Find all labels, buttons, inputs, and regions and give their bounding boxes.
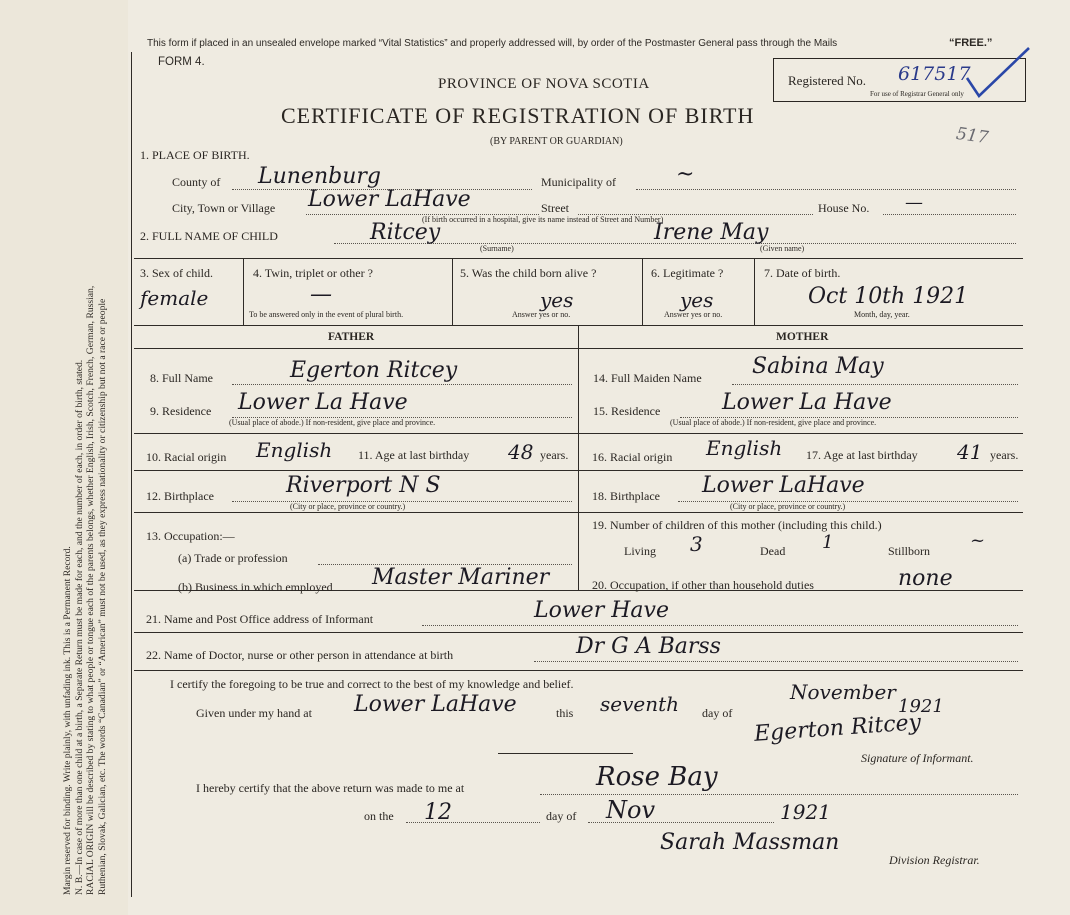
margin-notes — [62, 15, 108, 895]
father-name-label: 8. Full Name — [150, 371, 213, 385]
given-name-note: (Given name) — [760, 244, 805, 253]
mother-birthplace-note: (City or place, province or country.) — [730, 502, 846, 511]
informant-signature: Egerton Ritcey — [753, 710, 922, 747]
date-of-birth-value: Oct 10th 1921 — [808, 284, 969, 309]
father-age-label: 11. Age at last birthday — [358, 448, 470, 462]
twin-label: 4. Twin, triplet or other ? — [253, 266, 373, 280]
registrar-certify-label: I hereby certify that the above return was made to me at — [196, 781, 465, 795]
living-label: Living — [624, 544, 656, 558]
municipality-value: ~ — [676, 162, 695, 187]
informant-signature-label: Signature of Informant. — [861, 751, 974, 765]
registered-number: 617517 — [898, 63, 971, 85]
surname-note: (Surname) — [480, 244, 514, 253]
free-label: “FREE.” — [949, 37, 993, 49]
father-residence-note: (Usual place of abode.) If non-resident, give place and province. — [229, 418, 436, 427]
on-the-label: on the — [364, 809, 394, 823]
house-number-label: House No. — [818, 201, 870, 215]
mother-residence-note: (Usual place of abode.) If non-resident, give place and province. — [670, 418, 877, 427]
stamp-mark: 517 — [954, 123, 990, 149]
date-of-birth-note: Month, day, year. — [854, 310, 910, 319]
registrar-day-value: 12 — [424, 800, 452, 825]
municipality-label: Municipality of — [541, 175, 616, 189]
county-value: Lunenburg — [258, 164, 381, 189]
this-label: this — [556, 706, 574, 720]
twin-note: To be answered only in the event of plural birth. — [249, 310, 404, 319]
trade-label: (a) Trade or profession — [178, 551, 288, 565]
born-alive-value: yes — [540, 288, 574, 312]
child-surname: Ritcey — [370, 220, 441, 245]
informant-address-label: 21. Name and Post Office address of Informant — [146, 612, 374, 626]
born-alive-note: Answer yes or no. — [512, 310, 571, 319]
born-alive-label: 5. Was the child born alive ? — [460, 266, 597, 280]
hospital-note: (If birth occurred in a hospital, give its name instead of Street and Number) — [422, 215, 664, 224]
child-given-name: Irene May — [654, 220, 769, 245]
certify-statement: I certify the foregoing to be true and correct to the best of my knowledge and belief. — [170, 677, 574, 691]
mother-race-label: 16. Racial origin — [592, 450, 673, 464]
father-race-value: English — [256, 438, 333, 462]
margin-line-3: RACIAL ORIGIN will be described by stating to what people or tongue each of the parents belongs, whether English, Irish, Scotch, French, German, Russian, — [85, 285, 97, 895]
province-heading: PROVINCE OF NOVA SCOTIA — [438, 76, 650, 92]
mother-birthplace-label: 18. Birthplace — [592, 489, 660, 503]
margin-line-4: Ruthenian, Slovak, Galician, etc. The words “Canadian” or “American” must not be used, as they express nationality or citizenship but not a race or people — [96, 298, 108, 895]
mother-age-value: 41 — [957, 440, 983, 464]
children-count-label: 19. Number of children of this mother (including this child.) — [592, 518, 882, 532]
given-under-label: Given under my hand at — [196, 706, 312, 720]
father-residence-value: Lower La Have — [238, 390, 408, 415]
registrar-title: Division Registrar. — [889, 853, 980, 867]
registrar-year-value: 1921 — [780, 800, 831, 824]
house-number-value: — — [905, 192, 923, 213]
mother-occupation-label: 20. Occupation, if other than household duties — [592, 578, 814, 592]
mother-name-value: Sabina May — [752, 354, 884, 379]
registrar-signature: Sarah Massman — [660, 830, 840, 855]
margin-rule — [131, 52, 132, 897]
mother-age-label: 17. Age at last birthday — [806, 448, 918, 462]
city-value: Lower LaHave — [308, 187, 471, 212]
father-birthplace-note: (City or place, province or country.) — [290, 502, 406, 511]
father-birthplace-value: Riverport N S — [286, 473, 441, 498]
month-value: November — [790, 680, 896, 704]
checkmark-icon — [963, 44, 1033, 104]
subtitle: (BY PARENT OR GUARDIAN) — [490, 136, 623, 147]
sex-label: 3. Sex of child. — [140, 266, 213, 280]
business-value: Master Mariner — [372, 565, 550, 590]
father-occupation-label: 13. Occupation:— — [146, 529, 235, 543]
day-word-value: seventh — [600, 692, 680, 716]
place-of-birth-label: 1. PLACE OF BIRTH. — [140, 148, 250, 162]
business-label: (b) Business in which employed — [178, 580, 333, 594]
stillborn-label: Stillborn — [888, 544, 931, 558]
doctor-value: Dr G A Barss — [576, 634, 721, 659]
vital-statistics-notice: This form if placed in an unsealed envelope marked “Vital Statistics” and properly addressed will, by order of the Postmaster General pass through the Mails — [147, 38, 838, 49]
mother-birthplace-value: Lower LaHave — [702, 473, 865, 498]
page-title: CERTIFICATE OF REGISTRATION OF BIRTH — [281, 103, 755, 128]
day-of-label: day of — [702, 706, 733, 720]
given-place-value: Lower LaHave — [354, 692, 517, 717]
date-of-birth-label: 7. Date of birth. — [764, 266, 841, 280]
registrar-place-value: Rose Bay — [596, 762, 718, 792]
registrar-month-value: Nov — [606, 796, 656, 824]
mother-residence-value: Lower La Have — [722, 390, 892, 415]
father-residence-label: 9. Residence — [150, 404, 212, 418]
father-race-label: 10. Racial origin — [146, 450, 227, 464]
city-label: City, Town or Village — [172, 201, 276, 215]
father-years-label: years. — [540, 448, 569, 462]
dead-label: Dead — [760, 544, 786, 558]
mother-heading: MOTHER — [776, 331, 829, 343]
county-label: County of — [172, 175, 221, 189]
mother-years-label: years. — [990, 448, 1019, 462]
father-heading: FATHER — [328, 331, 375, 343]
father-name-value: Egerton Ritcey — [290, 358, 458, 383]
legitimate-label: 6. Legitimate ? — [651, 266, 724, 280]
father-birthplace-label: 12. Birthplace — [146, 489, 214, 503]
informant-address-value: Lower Have — [534, 598, 669, 623]
registrar-note: For use of Registrar General only — [870, 90, 964, 98]
sex-value: female — [140, 286, 209, 310]
mother-name-label: 14. Full Maiden Name — [593, 371, 702, 385]
stillborn-value: ~ — [970, 530, 986, 551]
registrar-day-of-label: day of — [546, 809, 577, 823]
margin-line-1: Margin reserved for binding. Write plainly, with unfading ink. This is a Permanent Record. — [62, 546, 73, 895]
child-name-label: 2. FULL NAME OF CHILD — [140, 229, 278, 243]
form-number: FORM 4. — [158, 56, 205, 68]
dead-value: 1 — [822, 532, 834, 553]
twin-value: — — [310, 282, 332, 307]
mother-occupation-value: none — [898, 566, 953, 591]
mother-race-value: English — [706, 436, 783, 460]
doctor-label: 22. Name of Doctor, nurse or other person in attendance at birth — [146, 648, 454, 662]
legitimate-note: Answer yes or no. — [664, 310, 723, 319]
living-value: 3 — [690, 532, 703, 556]
father-age-value: 48 — [508, 440, 534, 464]
year-value: 1921 — [898, 696, 944, 717]
margin-line-2: N. B.—In case of more than one child at a birth, a Separate Return must be made for each, and the number of each, in order of birth, stated. — [73, 359, 85, 895]
mother-residence-label: 15. Residence — [593, 404, 661, 418]
legitimate-value: yes — [680, 288, 714, 312]
registered-label: Registered No. — [788, 73, 866, 88]
street-label: Street — [541, 201, 569, 215]
